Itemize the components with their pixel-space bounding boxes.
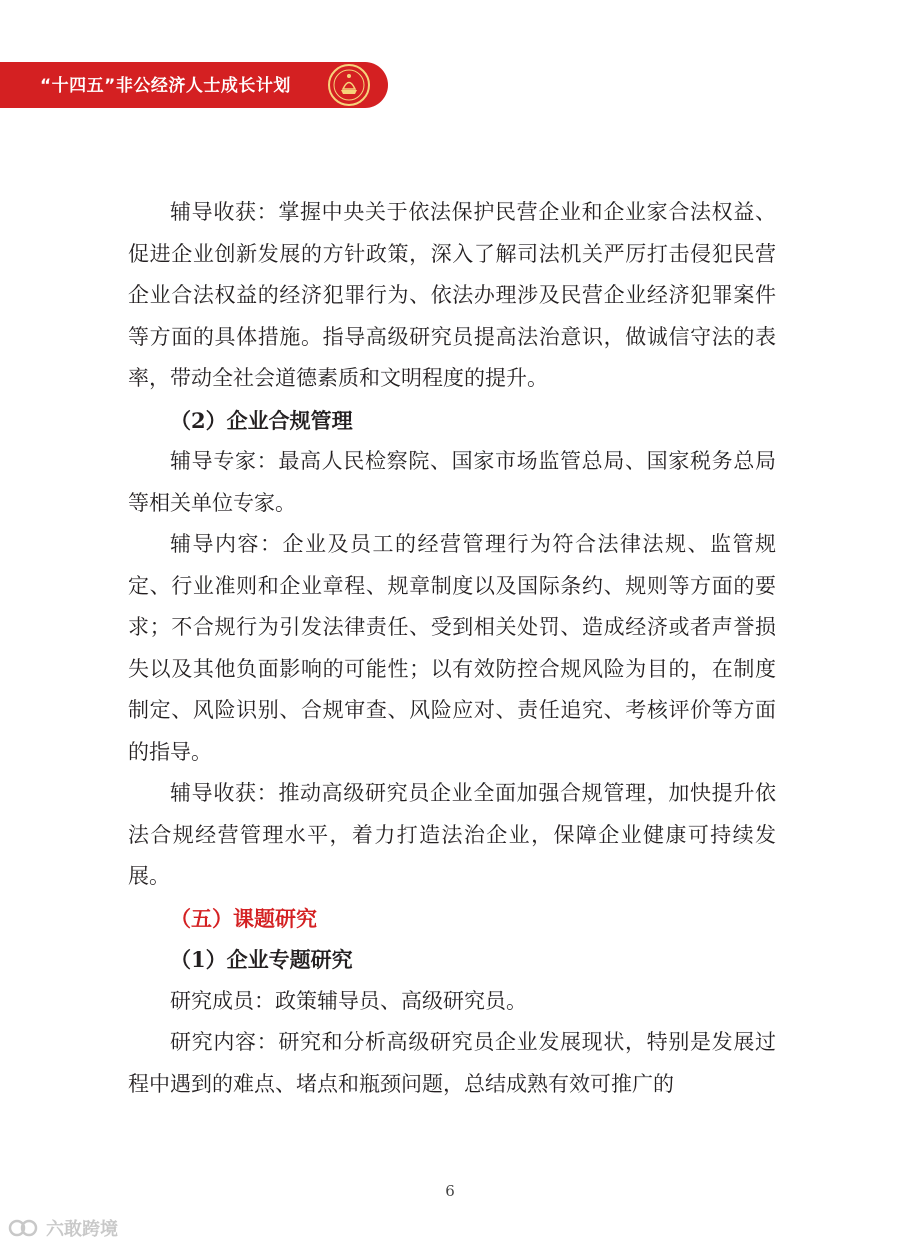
paragraph-guidance-gains-2: 辅导收获：推动高级研究员企业全面加强合规管理，加快提升依法合规经营管理水平，着力打造法治企业，保障企业健康可持续发展。 xyxy=(128,781,776,888)
paragraph-research-members: 研究成员：政策辅导员、高级研究员。 xyxy=(170,988,527,1013)
watermark xyxy=(8,1214,118,1242)
paragraph-research-content: 研究内容：研究和分析高级研究员企业发展现状，特别是发展过程中遇到的难点、堵点和瓶颈问题，总结成熟有效可推广的 xyxy=(128,1030,776,1096)
paragraph-guidance-experts: 辅导专家：最高人民检察院、国家市场监管总局、国家税务总局等相关单位专家。 xyxy=(128,449,776,515)
seal-emblem-icon xyxy=(322,62,376,108)
document-series-title: “十四五”非公经济人士成长计划 xyxy=(40,76,291,96)
subheading-compliance-management: （2）企业合规管理 xyxy=(170,407,353,433)
watermark-text: 六敢跨境 xyxy=(46,1219,118,1240)
page-number: 6 xyxy=(445,1182,455,1200)
document-body xyxy=(128,192,776,1105)
paragraph-guidance-gains-1: 辅导收获：掌握中央关于依法保护民营企业和企业家合法权益、促进企业创新发展的方针政策，深入了解司法机关严厉打击侵犯民营企业合法权益的经济犯罪行为、依法办理涉及民营企业经济犯罪案件等方面的具体措施。指导高级研究员提高法治意识，做诚信守法的表率，带动全社会道德素质和文明程度的提升。 xyxy=(128,200,776,390)
subheading-enterprise-research: （1）企业专题研究 xyxy=(170,947,353,972)
watermark-logo-icon xyxy=(8,1217,40,1239)
section-heading-research: （五）课题研究 xyxy=(170,905,317,931)
paragraph-guidance-content: 辅导内容：企业及员工的经营管理行为符合法律法规、监管规定、行业准则和企业章程、规章制度以及国际条约、规则等方面的要求；不合规行为引发法律责任、受到相关处罚、造成经济或者声誉损失以及其他负面影响的可能性；以有效防控合规风险为目的，在制度制定、风险识别、合规审查、风险应对、责任追究、考核评价等方面的指导。 xyxy=(128,532,776,764)
